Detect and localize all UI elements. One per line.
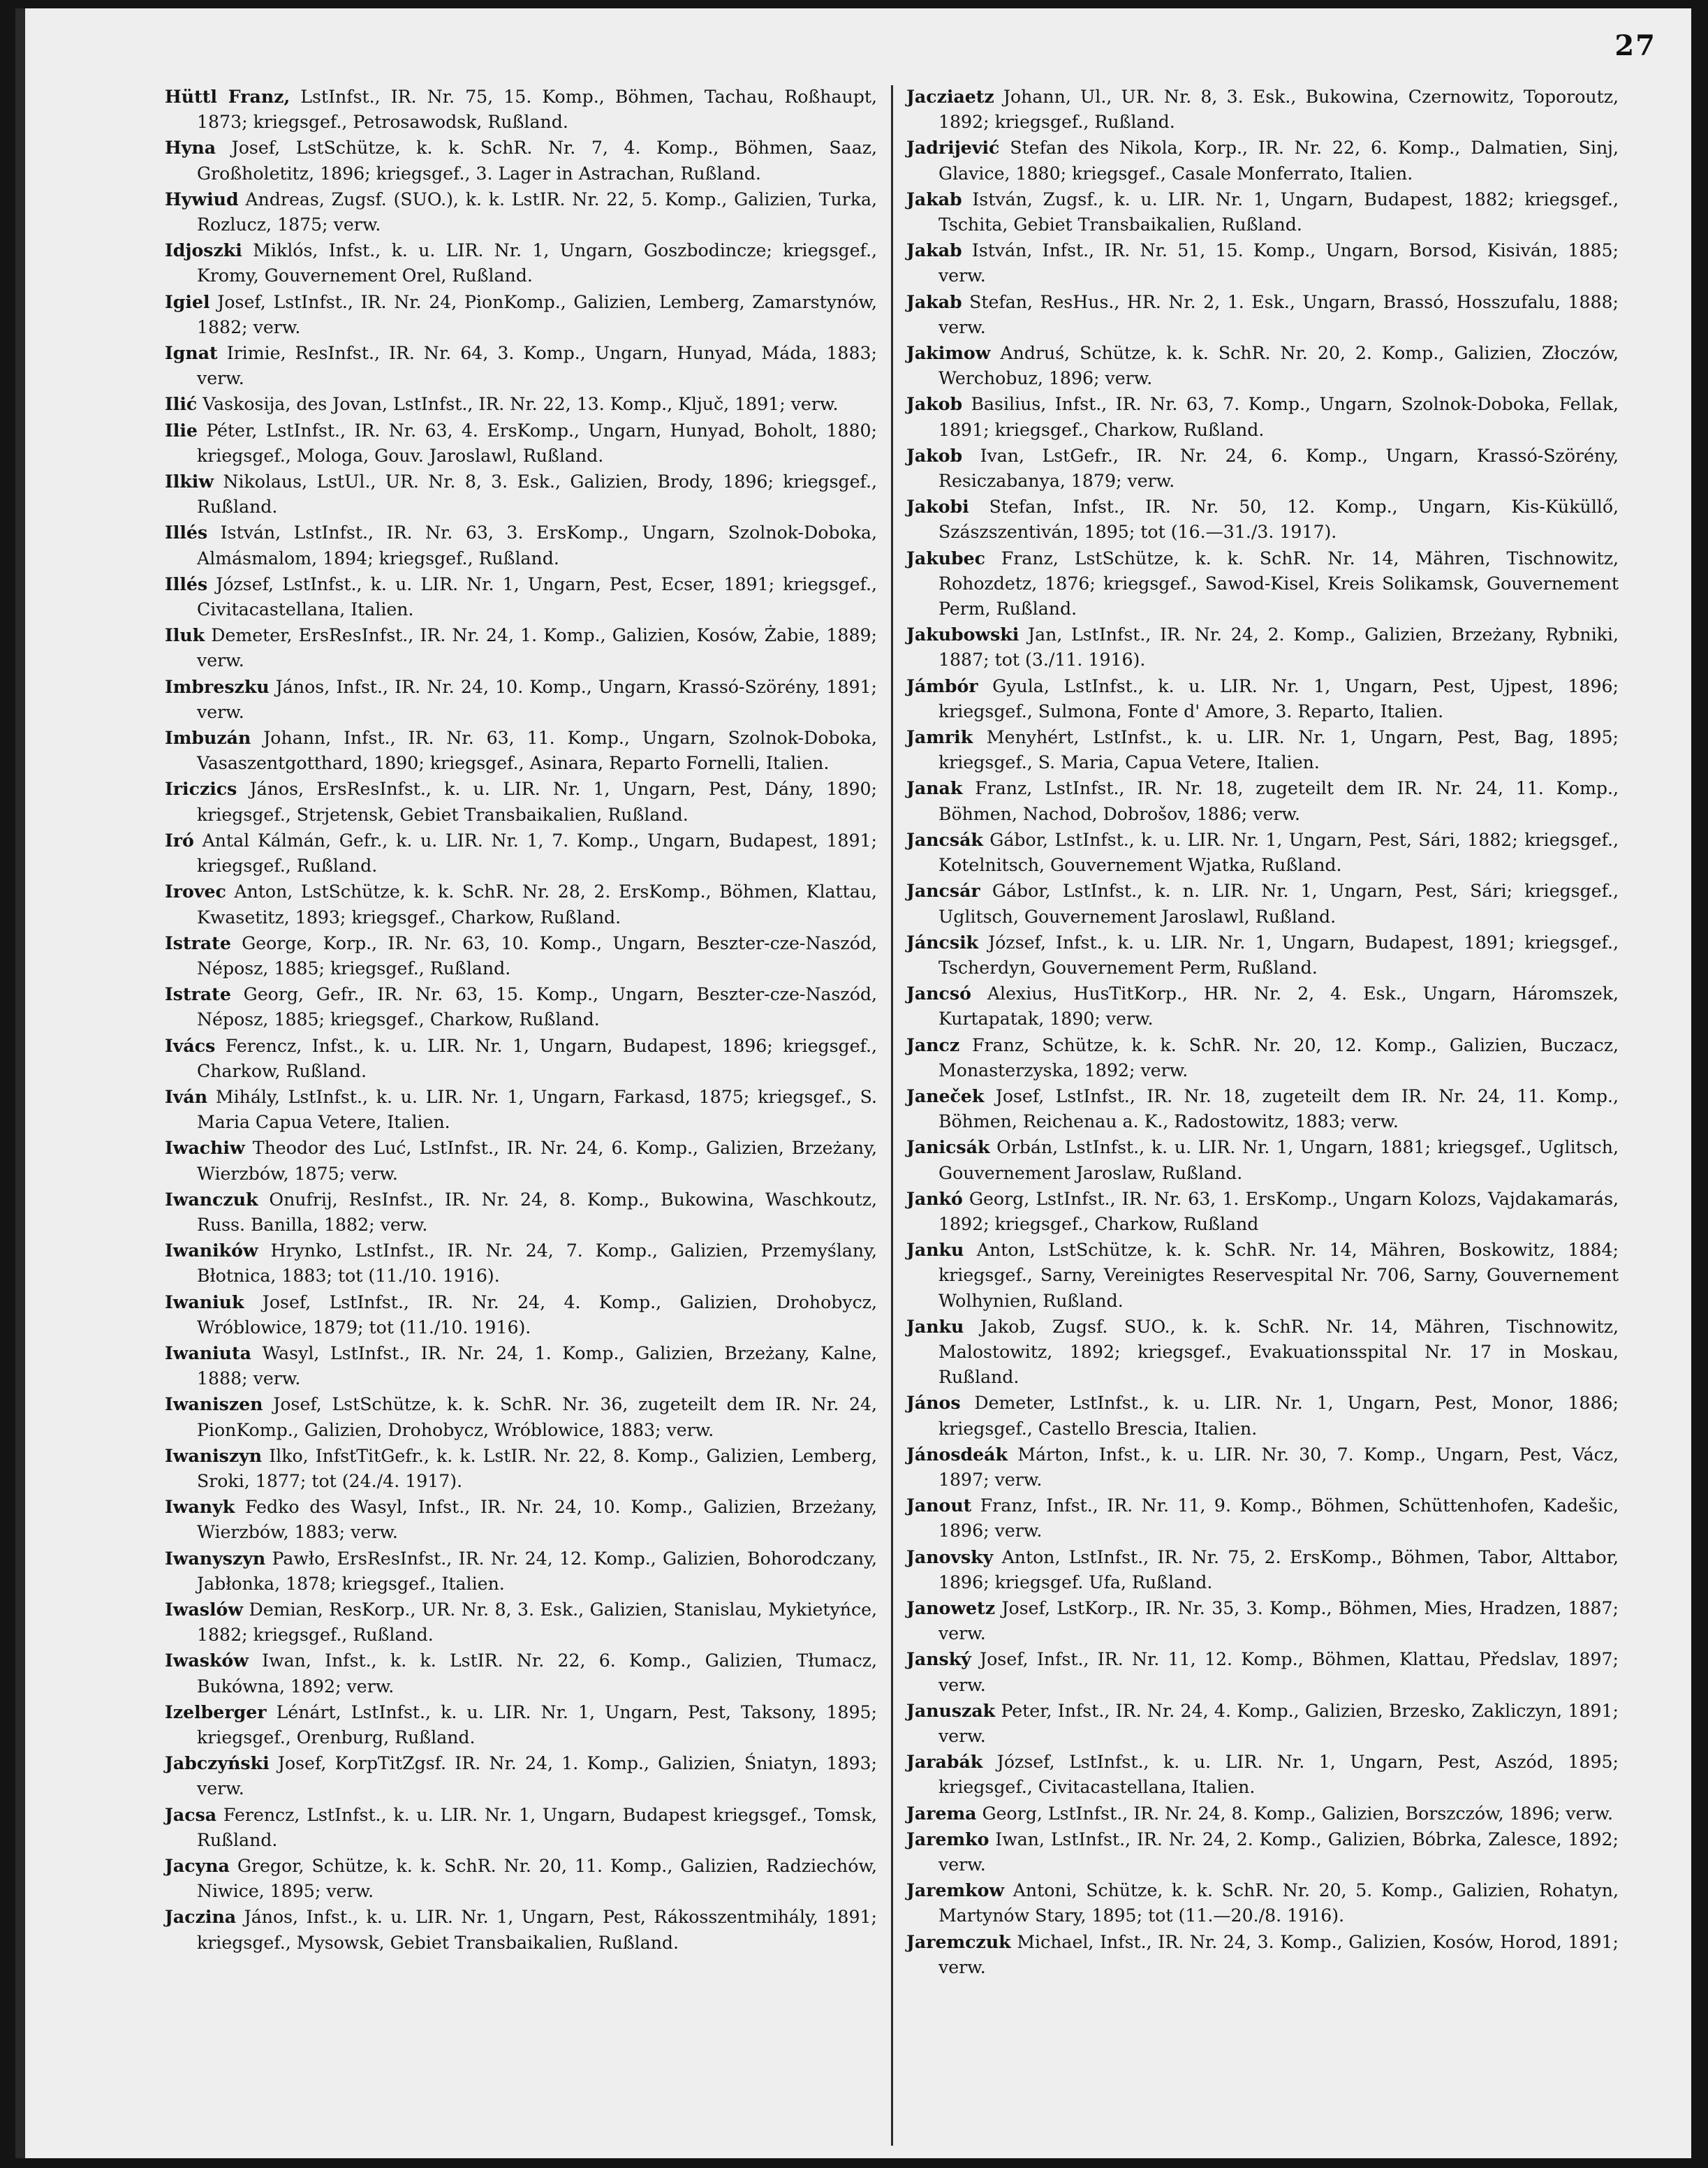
entry-surname: Izelberger <box>165 1701 267 1722</box>
register-entry <box>165 776 877 827</box>
entry-surname: Jacsa <box>165 1803 217 1825</box>
entry-details: Franz, Schütze, k. k. SchR. Nr. 20, 12. Komp., Galizien, Buczacz, Monasterzyska, 1892; verw. <box>938 1034 1619 1081</box>
entry-details: Ferencz, Infst., k. u. LIR. Nr. 1, Ungarn, Budapest, 1896; kriegsgef., Charkow, Rußland. <box>197 1035 877 1081</box>
entry-details: Ilko, InfstTitGefr., k. k. LstIR. Nr. 22, 8. Komp., Galizien, Lemberg, Sroki, 1877; tot (24./4. 1917). <box>197 1445 877 1491</box>
entry-surname: Iwasków <box>165 1650 249 1671</box>
register-entry <box>906 930 1619 981</box>
entry-details: János, Infst., IR. Nr. 24, 10. Komp., Ungarn, Krassó-Szörény, 1891; verw. <box>197 676 877 722</box>
register-entry <box>906 391 1619 442</box>
entry-details: Franz, Infst., IR. Nr. 11, 9. Komp., Böhmen, Schüttenhofen, Kadešic, 1896; verw. <box>938 1495 1619 1541</box>
entry-details: Mihály, LstInfst., k. u. LIR. Nr. 1, Ungarn, Farkasd, 1875; kriegsgef., S. Maria Capua Vetere, Italien. <box>197 1086 877 1133</box>
entry-details: Lénárt, LstInfst., k. u. LIR. Nr. 1, Ungarn, Pest, Taksony, 1895; kriegsgef., Orenburg, Rußland. <box>197 1701 877 1748</box>
register-entry <box>906 775 1619 826</box>
register-entry <box>906 1801 1619 1826</box>
entry-surname: Iró <box>165 829 194 851</box>
entry-details: Josef, Infst., IR. Nr. 11, 12. Komp., Böhmen, Klattau, Předslav, 1897; verw. <box>938 1649 1619 1695</box>
register-entry <box>165 1802 877 1853</box>
entry-details: Gábor, LstInfst., k. u. LIR. Nr. 1, Ungarn, Pest, Sári, 1882; kriegsgef., Kotelnitsch, Gouvernement Wjatka, Rußland. <box>938 829 1619 876</box>
entry-details: Hrynko, LstInfst., IR. Nr. 24, 7. Komp., Galizien, Przemyślany, Błotnica, 1883; tot (11./10. 1916). <box>197 1240 877 1287</box>
entry-details: Alexius, HusTitKorp., HR. Nr. 2, 4. Esk., Ungarn, Háromszek, Kurtapatak, 1890; verw. <box>938 983 1619 1030</box>
entry-details: Theodor des Luć, LstInfst., IR. Nr. 24, 6. Komp., Galizien, Brzeżany, Wierzbów, 1875; verw. <box>197 1138 877 1184</box>
register-entry <box>165 340 877 391</box>
register-entry <box>165 391 877 417</box>
entry-surname: Jancsák <box>906 828 983 850</box>
entry-details: Onufrij, ResInfst., IR. Nr. 24, 8. Komp., Bukowina, Waschkoutz, Russ. Banilla, 1882; verw. <box>197 1189 877 1235</box>
register-entry <box>165 1443 877 1494</box>
entry-details: Antoni, Schütze, k. k. SchR. Nr. 20, 5. Komp., Galizien, Rohatyn, Martynów Stary, 1895; tot (11.—20./8. 1916). <box>938 1880 1619 1926</box>
register-entry <box>906 1186 1619 1237</box>
entry-surname: Hüttl Franz, <box>165 86 290 107</box>
entry-surname: Istrate <box>165 983 231 1005</box>
register-entry <box>165 186 877 237</box>
register-entry <box>165 1033 877 1084</box>
register-entry <box>906 84 1619 135</box>
entry-details: Gyula, LstInfst., k. u. LIR. Nr. 1, Ungarn, Pest, Ujpest, 1896; kriegsgef., Sulmona, Fonte d' Amore, 3. Reparto, Italien. <box>938 675 1619 722</box>
entry-surname: Janský <box>906 1648 971 1670</box>
register-entry <box>165 981 877 1032</box>
entry-surname: Iwanyk <box>165 1496 235 1518</box>
register-entry <box>906 1877 1619 1928</box>
register-entry <box>906 1646 1619 1697</box>
register-entry <box>906 622 1619 673</box>
entry-details: József, LstInfst., k. u. LIR. Nr. 1, Ungarn, Pest, Aszód, 1895; kriegsgef., Civitacastellana, Italien. <box>938 1752 1619 1798</box>
register-entry <box>165 1853 877 1904</box>
entry-surname: Jaremko <box>906 1828 989 1850</box>
register-entry <box>906 1698 1619 1749</box>
entry-surname: Jámbór <box>906 675 978 696</box>
right-column <box>906 84 1619 1980</box>
entry-surname: Jancsár <box>906 880 980 902</box>
page-number: 27 <box>1614 29 1656 62</box>
entry-details: Ferencz, LstInfst., k. u. LIR. Nr. 1, Ungarn, Budapest kriegsgef., Tomsk, Rußland. <box>197 1804 877 1850</box>
entry-details: József, Infst., k. u. LIR. Nr. 1, Ungarn, Budapest, 1891; kriegsgef., Tscherdyn, Gouvernement Perm, Rußland. <box>938 932 1619 978</box>
register-entry <box>165 1597 877 1648</box>
entry-surname: Jaczina <box>165 1906 237 1928</box>
entry-details: József, LstInfst., k. u. LIR. Nr. 1, Ungarn, Pest, Ecser, 1891; kriegsgef., Civitacastellana, Italien. <box>197 573 877 620</box>
entry-details: Johann, Infst., IR. Nr. 63, 11. Komp., Ungarn, Szolnok-Doboka, Vasaszentgotthard, 1890; kriegsgef., Asinara, Reparto Fornelli, Italien. <box>197 728 877 774</box>
register-entry <box>906 443 1619 494</box>
register-entry <box>906 135 1619 186</box>
register-entry <box>906 289 1619 340</box>
entry-details: István, LstInfst., IR. Nr. 63, 3. ErsKomp., Ungarn, Szolnok-Doboka, Almásmalom, 1894; kriegsgef., Rußland. <box>197 522 877 569</box>
entry-surname: Jáncsik <box>906 931 979 953</box>
register-entry <box>906 494 1619 545</box>
entry-details: Gábor, LstInfst., k. n. LIR. Nr. 1, Ungarn, Pest, Sári; kriegsgef., Uglitsch, Gouvernement Jaroslawl, Rußland. <box>938 881 1619 927</box>
register-entry <box>165 930 877 981</box>
register-entry <box>165 418 877 469</box>
register-entry <box>165 1238 877 1289</box>
entry-surname: Iwaniszen <box>165 1393 263 1415</box>
entry-surname: Iwanyszyn <box>165 1547 266 1569</box>
entry-details: Iwan, LstInfst., IR. Nr. 24, 2. Komp., Galizien, Bóbrka, Zalesce, 1892; verw. <box>938 1829 1619 1875</box>
entry-surname: Istrate <box>165 932 231 953</box>
entry-details: Orbán, LstInfst., k. u. LIR. Nr. 1, Ungarn, 1881; kriegsgef., Uglitsch, Gouvernement Jaroslaw, Rußland. <box>938 1137 1619 1183</box>
register-entry <box>165 1699 877 1750</box>
entry-details: Menyhért, LstInfst., k. u. LIR. Nr. 1, Ungarn, Pest, Bag, 1895; kriegsgef., S. Maria, Capua Vetere, Italien. <box>938 727 1619 773</box>
register-entry <box>165 828 877 879</box>
register-entry <box>906 1826 1619 1877</box>
entry-surname: Jaremczuk <box>906 1931 1011 1952</box>
entry-details: Jakob, Zugsf. SUO., k. k. SchR. Nr. 14, Mähren, Tischnowitz, Malostowitz, 1892; kriegsgef., Evakuationsspital Nr. 17 in Moskau, Rußland. <box>938 1316 1619 1388</box>
register-entry <box>165 1135 877 1186</box>
register-entry <box>906 1544 1619 1595</box>
register-entry <box>906 1032 1619 1083</box>
entry-details: Vaskosija, des Jovan, LstInfst., IR. Nr. 22, 13. Komp., Ključ, 1891; verw. <box>197 394 839 415</box>
entry-details: Anton, LstSchütze, k. k. SchR. Nr. 28, 2. ErsKomp., Böhmen, Klattau, Kwasetitz, 1893; kriegsgef., Charkow, Rußland. <box>197 881 877 928</box>
register-entry <box>906 673 1619 724</box>
entry-surname: Jakab <box>906 188 962 210</box>
entry-details: János, ErsResInfst., k. u. LIR. Nr. 1, Ungarn, Pest, Dány, 1890; kriegsgef., Strjetensk, Gebiet Transbaikalien, Rußland. <box>197 779 877 825</box>
entry-details: János, Infst., k. u. LIR. Nr. 1, Ungarn, Pest, Rákosszentmihály, 1891; kriegsgef., Mysowsk, Gebiet Transbaikalien, Rußland. <box>197 1907 877 1953</box>
entry-details: Josef, LstSchütze, k. k. SchR. Nr. 7, 4. Komp., Böhmen, Saaz, Großholetitz, 1896; kriegsgef., 3. Lager in Astrachan, Rußland. <box>197 138 877 184</box>
entry-surname: Jancz <box>906 1034 960 1055</box>
entry-details: Franz, LstInfst., IR. Nr. 18, zugeteilt dem IR. Nr. 24, 11. Komp., Böhmen, Nachod, Dobrošov, 1886; verw. <box>938 778 1619 824</box>
entry-surname: Iwaników <box>165 1240 258 1261</box>
entry-details: Ivan, LstGefr., IR. Nr. 24, 6. Komp., Ungarn, Krassó-Szörény, Resiczabanya, 1879; verw. <box>938 445 1619 492</box>
entry-surname: Januszak <box>906 1699 996 1721</box>
entry-surname: Iwanczuk <box>165 1188 258 1210</box>
entry-details: István, Zugsf., k. u. LIR. Nr. 1, Ungarn, Budapest, 1882; kriegsgef., Tschita, Gebiet Transbaikalien, Rußland. <box>938 189 1619 235</box>
entry-details: Stefan des Nikola, Korp., IR. Nr. 22, 6. Komp., Dalmatien, Sinj, Glavice, 1880; kriegsgef., Casale Monferrato, Italien. <box>938 138 1619 184</box>
entry-surname: Jacyna <box>165 1855 230 1877</box>
entry-surname: Illés <box>165 573 208 594</box>
register-entry <box>165 1904 877 1955</box>
register-entry <box>165 1289 877 1340</box>
register-entry <box>165 1187 877 1238</box>
entry-surname: Janak <box>906 777 963 799</box>
register-entry <box>906 827 1619 878</box>
register-entry <box>906 545 1619 622</box>
entry-details: Josef, LstInfst., IR. Nr. 24, 4. Komp., Galizien, Drohobycz, Wróblowice, 1879; tot (11./10. 1916). <box>197 1291 877 1338</box>
register-entry <box>906 1314 1619 1391</box>
entry-surname: Iwaniuk <box>165 1291 244 1312</box>
entry-details: Gregor, Schütze, k. k. SchR. Nr. 20, 11. Komp., Galizien, Radziechów, Niwice, 1895; verw. <box>197 1856 877 1902</box>
entry-surname: János <box>906 1392 961 1414</box>
entry-details: István, Infst., IR. Nr. 51, 15. Komp., Ungarn, Borsod, Kisiván, 1885; verw. <box>938 240 1619 286</box>
entry-surname: Jaremkow <box>906 1880 1005 1901</box>
entry-details: Nikolaus, LstUl., UR. Nr. 8, 3. Esk., Galizien, Brody, 1896; kriegsgef., Rußland. <box>197 471 877 518</box>
entry-details: Franz, LstSchütze, k. k. SchR. Nr. 14, Mähren, Tischnowitz, Rohozdetz, 1876; kriegsgef., Sawod-Kisel, Kreis Solikamsk, Gouvernement Perm, Rußland. <box>938 548 1619 620</box>
entry-surname: Janicsák <box>906 1136 990 1158</box>
entry-details: George, Korp., IR. Nr. 63, 10. Komp., Ungarn, Beszter-cze-Naszód, Néposz, 1885; kriegsgef., Rußland. <box>197 932 877 979</box>
register-entry <box>906 1083 1619 1134</box>
register-entry <box>165 1391 877 1442</box>
entry-details: LstInfst., IR. Nr. 75, 15. Komp., Böhmen, Tachau, Roßhaupt, 1873; kriegsgef., Petrosawodsk, Rußland. <box>197 87 877 133</box>
entry-details: Georg, Gefr., IR. Nr. 63, 15. Komp., Ungarn, Beszter-cze-Naszód, Néposz, 1885; kriegsgef., Charkow, Rußland. <box>197 984 877 1030</box>
entry-details: Josef, LstInfst., IR. Nr. 18, zugeteilt dem IR. Nr. 24, 11. Komp., Böhmen, Reichenau a. K., Radostowitz, 1883; verw. <box>938 1085 1619 1132</box>
register-entry <box>165 1750 877 1801</box>
entry-surname: Ilić <box>165 393 198 415</box>
entry-details: Pawło, ErsResInfst., IR. Nr. 24, 12. Komp., Galizien, Bohorodczany, Jabłonka, 1878; kriegsgef., Italien. <box>197 1548 877 1594</box>
entry-details: Péter, LstInfst., IR. Nr. 63, 4. ErsKomp., Ungarn, Hunyad, Boholt, 1880; kriegsgef., Mologa, Gouv. Jaroslawl, Rußland. <box>197 420 877 466</box>
entry-details: Georg, LstInfst., IR. Nr. 24, 8. Komp., Galizien, Borszczów, 1896; verw. <box>976 1803 1613 1824</box>
register-entry <box>165 622 877 673</box>
entry-details: Stefan, ResHus., HR. Nr. 2, 1. Esk., Ungarn, Brassó, Hosszufalu, 1888; verw. <box>938 291 1619 337</box>
left-column <box>165 84 877 1956</box>
entry-details: Andreas, Zugsf. (SUO.), k. k. LstIR. Nr. 22, 5. Komp., Galizien, Turka, Rozlucz, 1875; verw. <box>197 189 877 235</box>
entry-surname: Janowetz <box>906 1597 995 1618</box>
entry-details: Josef, KorpTitZgsf. IR. Nr. 24, 1. Komp., Galizien, Śniatyn, 1893; verw. <box>197 1753 877 1799</box>
entry-surname: Jánosdeák <box>906 1443 1008 1465</box>
entry-details: Jan, LstInfst., IR. Nr. 24, 2. Komp., Galizien, Brzeżany, Rybniki, 1887; tot (3./11. 1916). <box>938 624 1619 671</box>
register-entry <box>165 1084 877 1135</box>
entry-surname: Jabczyński <box>165 1752 270 1774</box>
entry-details: Stefan, Infst., IR. Nr. 50, 12. Komp., Ungarn, Kis-Küküllő, Szászszentiván, 1895; tot (16.—31./3. 1917). <box>938 497 1619 543</box>
register-entry <box>906 1134 1619 1185</box>
entry-surname: Jakobi <box>906 496 969 518</box>
entry-surname: Janku <box>906 1315 964 1337</box>
entry-details: Johann, Ul., UR. Nr. 8, 3. Esk., Bukowina, Czernowitz, Toporoutz, 1892; kriegsgef., Rußland. <box>938 87 1619 133</box>
entry-surname: Iluk <box>165 624 205 646</box>
entry-surname: Hyna <box>165 137 216 159</box>
register-entry <box>906 981 1619 1032</box>
entry-surname: Jankó <box>906 1187 963 1209</box>
entry-surname: Janeček <box>906 1085 985 1106</box>
register-entry <box>165 289 877 340</box>
entry-details: Josef, LstKorp., IR. Nr. 35, 3. Komp., Böhmen, Mies, Hradzen, 1887; verw. <box>938 1597 1619 1644</box>
register-entry <box>906 1390 1619 1441</box>
register-entry <box>165 1546 877 1597</box>
column-divider <box>891 85 893 2146</box>
entry-details: Josef, LstSchütze, k. k. SchR. Nr. 36, zugeteilt dem IR. Nr. 24, PionKomp., Galizien, Drohobycz, Wróblowice, 1883; verw. <box>197 1394 877 1440</box>
entry-details: Wasyl, LstInfst., IR. Nr. 24, 1. Komp., Galizien, Brzeżany, Kalne, 1888; verw. <box>197 1342 877 1389</box>
entry-surname: Jamrik <box>906 726 973 748</box>
register-entry <box>906 1237 1619 1314</box>
entry-details: Anton, LstInfst., IR. Nr. 75, 2. ErsKomp., Böhmen, Tabor, Alttabor, 1896; kriegsgef. Ufa, Rußland. <box>938 1546 1619 1592</box>
entry-surname: Jakab <box>906 291 962 312</box>
entry-details: Demeter, LstInfst., k. u. LIR. Nr. 1, Ungarn, Pest, Monor, 1886; kriegsgef., Castello Brescia, Italien. <box>938 1393 1619 1439</box>
entry-details: Josef, LstInfst., IR. Nr. 24, PionKomp., Galizien, Lemberg, Zamarstynów, 1882; verw. <box>197 291 877 337</box>
entry-surname: Jarabák <box>906 1751 983 1773</box>
entry-surname: Janku <box>906 1239 964 1261</box>
entry-details: Anton, LstSchütze, k. k. SchR. Nr. 14, Mähren, Boskowitz, 1884; kriegsgef., Sarny, Vereinigtes Reservespital Nr. 706, Sarny, Gouvernement Wolhynien, Rußland. <box>938 1240 1619 1311</box>
register-entry <box>906 1749 1619 1800</box>
entry-surname: Irovec <box>165 881 226 902</box>
entry-surname: Hywiud <box>165 188 239 210</box>
entry-details: Miklós, Infst., k. u. LIR. Nr. 1, Ungarn, Goszbodincze; kriegsgef., Kromy, Gouvernement Orel, Rußland. <box>197 240 877 286</box>
entry-details: Peter, Infst., IR. Nr. 24, 4. Komp., Galizien, Brzesko, Zakliczyn, 1891; verw. <box>938 1700 1619 1746</box>
entry-surname: Iriczics <box>165 778 237 800</box>
register-entry <box>906 237 1619 288</box>
entry-surname: Ilie <box>165 419 198 441</box>
entry-details: Andruś, Schütze, k. k. SchR. Nr. 20, 2. Komp., Galizien, Złoczów, Werchobuz, 1896; verw. <box>938 343 1619 389</box>
entry-surname: Ilkiw <box>165 471 214 492</box>
register-entry <box>906 1493 1619 1544</box>
register-entry <box>906 340 1619 391</box>
entry-details: Fedko des Wasyl, Infst., IR. Nr. 24, 10. Komp., Galizien, Brzeżany, Wierzbów, 1883; verw. <box>197 1497 877 1543</box>
entry-details: Basilius, Infst., IR. Nr. 63, 7. Komp., Ungarn, Szolnok-Doboka, Fellak, 1891; kriegsgef., Charkow, Rußland. <box>938 394 1619 440</box>
register-entry <box>165 84 877 135</box>
document-page <box>15 8 1691 2158</box>
register-entry <box>906 1929 1619 1980</box>
entry-surname: Jakubowski <box>906 624 1019 645</box>
entry-surname: Illés <box>165 522 208 543</box>
entry-details: Antal Kálmán, Gefr., k. u. LIR. Nr. 1, 7. Komp., Ungarn, Budapest, 1891; kriegsgef., Rußland. <box>193 830 877 877</box>
entry-details: Michael, Infst., IR. Nr. 24, 3. Komp., Galizien, Kosów, Horod, 1891; verw. <box>938 1931 1619 1977</box>
entry-surname: Imbuzán <box>165 727 251 749</box>
register-entry <box>906 1442 1619 1493</box>
register-entry <box>165 237 877 288</box>
register-entry <box>165 571 877 622</box>
entry-details: Iwan, Infst., k. k. LstIR. Nr. 22, 6. Komp., Galizien, Tłumacz, Bukówna, 1892; verw. <box>197 1650 877 1697</box>
entry-details: Georg, LstInfst., IR. Nr. 63, 1. ErsKomp., Ungarn Kolozs, Vajdakamarás, 1892; kriegsgef., Charkow, Rußland <box>938 1188 1619 1234</box>
register-entry <box>165 1494 877 1545</box>
entry-surname: Jakimow <box>906 342 991 364</box>
entry-surname: Jarema <box>906 1802 977 1824</box>
entry-surname: Iwachiw <box>165 1137 245 1159</box>
entry-details: Márton, Infst., k. u. LIR. Nr. 30, 7. Komp., Ungarn, Pest, Vácz, 1897; verw. <box>938 1444 1619 1490</box>
register-entry <box>165 674 877 725</box>
entry-surname: Jakob <box>906 393 963 415</box>
entry-surname: Ivács <box>165 1034 216 1056</box>
register-entry <box>906 878 1619 929</box>
register-entry <box>165 1648 877 1699</box>
entry-surname: Iwaniszyn <box>165 1444 263 1466</box>
register-entry <box>165 135 877 186</box>
register-entry <box>165 469 877 520</box>
entry-surname: Igiel <box>165 291 210 312</box>
entry-surname: Jancsó <box>906 983 971 1004</box>
entry-surname: Imbreszku <box>165 675 270 697</box>
entry-surname: Jadrijević <box>906 137 1000 159</box>
register-entry <box>906 1595 1619 1646</box>
entry-details: Demeter, ErsResInfst., IR. Nr. 24, 1. Komp., Galizien, Kosów, Żabie, 1889; verw. <box>197 625 877 671</box>
entry-surname: Jakob <box>906 444 963 466</box>
register-entry <box>165 520 877 571</box>
register-entry <box>165 725 877 776</box>
register-entry <box>165 879 877 930</box>
entry-surname: Janout <box>906 1495 972 1516</box>
register-entry <box>906 724 1619 775</box>
entry-surname: Idjoszki <box>165 240 242 261</box>
entry-surname: Iván <box>165 1085 208 1107</box>
register-entry <box>165 1340 877 1391</box>
entry-surname: Jakab <box>906 240 962 261</box>
entry-surname: Janovsky <box>906 1546 994 1567</box>
entry-surname: Jacziaetz <box>906 86 994 107</box>
entry-surname: Jakubec <box>906 547 985 569</box>
entry-surname: Iwaniuta <box>165 1342 251 1363</box>
register-entry <box>906 186 1619 237</box>
entry-surname: Ignat <box>165 342 218 364</box>
entry-surname: Iwaslów <box>165 1598 244 1620</box>
entry-details: Irimie, ResInfst., IR. Nr. 64, 3. Komp., Ungarn, Hunyad, Máda, 1883; verw. <box>197 343 877 389</box>
entry-details: Demian, ResKorp., UR. Nr. 8, 3. Esk., Galizien, Stanislau, Mykietyńce, 1882; kriegsgef., Rußland. <box>197 1599 877 1646</box>
